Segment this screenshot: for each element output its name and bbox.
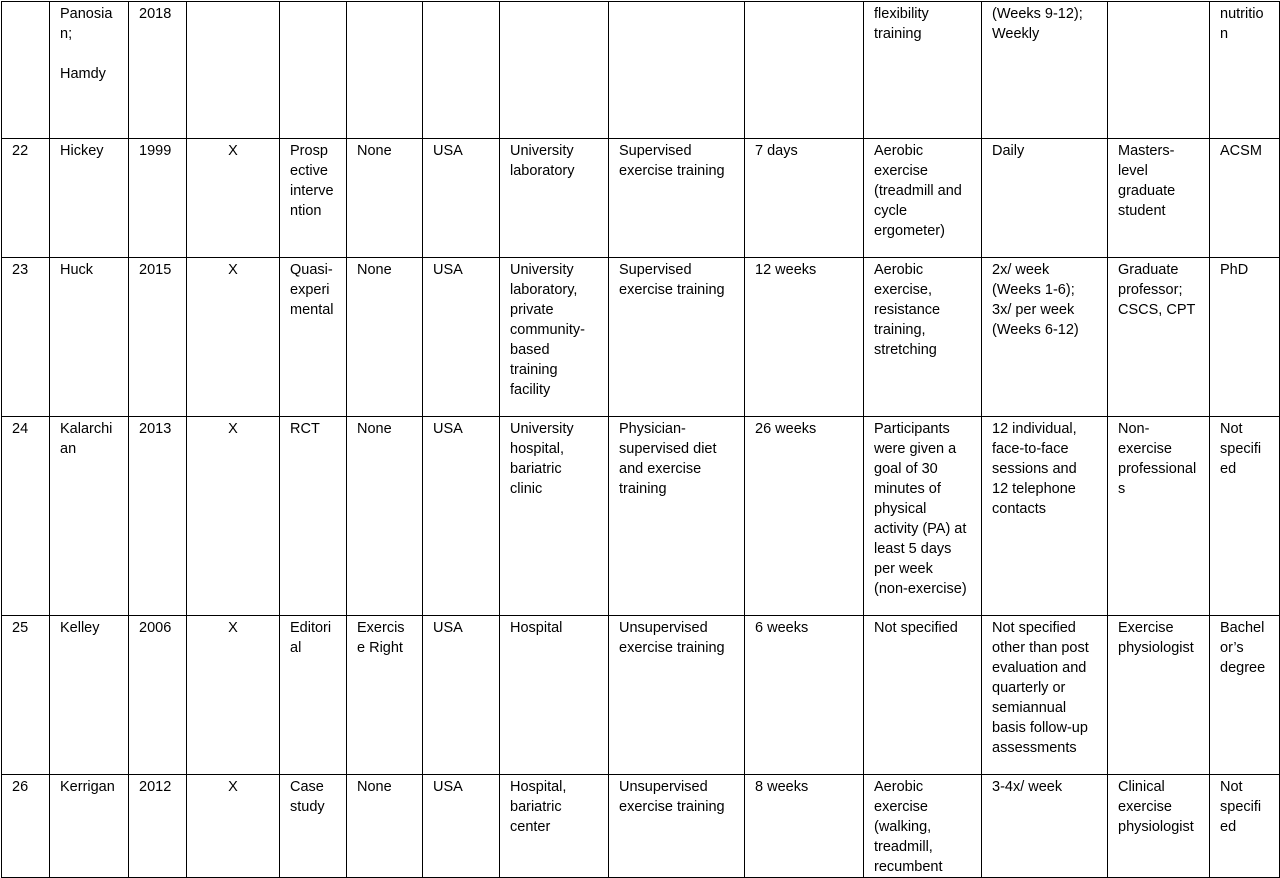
design-cell-line: Editori	[290, 620, 332, 636]
table-row	[2, 417, 1280, 616]
frequency-cell-line: 3-4x/ week	[992, 779, 1063, 795]
exercise-type-cell-line: activity (PA) at	[874, 521, 967, 537]
x-mark-cell-text: X	[228, 421, 238, 437]
exercise-type-cell-line: Aerobic	[874, 143, 924, 159]
year-cell-text: 2015	[139, 262, 172, 278]
x-mark-cell-text: X	[228, 143, 238, 159]
setting-cell-line: University	[510, 421, 574, 437]
professional-cell-line: physiologist	[1118, 640, 1194, 656]
author-cell-line	[60, 44, 123, 64]
qualification-cell	[1210, 2, 1280, 139]
table-row	[2, 616, 1280, 775]
setting-cell-line: laboratory	[510, 163, 575, 179]
year-cell-text: 1999	[139, 143, 172, 159]
exercise-type-cell-line: exercise	[874, 163, 928, 179]
exercise-type-cell-line: (walking,	[874, 819, 932, 835]
frequency-cell-line: 12 telephone	[992, 481, 1076, 497]
country-cell-text: USA	[433, 262, 463, 278]
intervention-cell	[609, 775, 745, 878]
setting-cell	[500, 616, 609, 775]
author-cell-line: Hamdy	[60, 66, 106, 82]
author-cell-line: an	[60, 441, 77, 457]
professional-cell-line: professor;	[1118, 282, 1183, 298]
duration-cell	[745, 258, 864, 417]
exercise-type-cell	[864, 616, 982, 775]
country-cell-text: USA	[433, 143, 463, 159]
country-cell-text: USA	[433, 779, 463, 795]
x-mark-cell-text: X	[228, 262, 238, 278]
ref-cell-text: 24	[12, 421, 29, 437]
professional-cell-line: CSCS, CPT	[1118, 302, 1196, 318]
professional-cell	[1108, 258, 1210, 417]
year-cell	[129, 616, 187, 775]
duration-cell-line: 26 weeks	[755, 421, 817, 437]
frequency-cell-line: face-to-face	[992, 441, 1069, 457]
qualification-cell	[1210, 417, 1280, 616]
ref-cell	[2, 775, 50, 878]
country-cell	[423, 258, 500, 417]
frequency-cell-line: (Weeks 9-12);	[992, 6, 1083, 22]
year-cell-text: 2006	[139, 620, 172, 636]
partner-cell-line: e Right	[357, 640, 403, 656]
intervention-cell-line: exercise training	[619, 163, 725, 179]
design-cell-line: al	[290, 640, 302, 656]
exercise-type-cell-line: goal of 30	[874, 461, 938, 477]
professional-cell-line: Graduate	[1118, 262, 1179, 278]
country-cell	[423, 616, 500, 775]
professional-cell	[1108, 2, 1210, 139]
frequency-cell	[982, 2, 1108, 139]
qualification-cell	[1210, 258, 1280, 417]
table-row	[2, 2, 1280, 139]
intervention-cell-line: training	[619, 481, 667, 497]
exercise-type-cell-line: training	[874, 26, 922, 42]
partner-cell	[347, 139, 423, 258]
ref-cell-text: 23	[12, 262, 29, 278]
setting-cell	[500, 258, 609, 417]
qualification-cell-line: nutritio	[1220, 6, 1264, 22]
frequency-cell-line: semiannual	[992, 700, 1067, 716]
qualification-cell-line: degree	[1220, 660, 1266, 676]
qualification-cell-line: Not	[1220, 779, 1243, 795]
setting-cell-line: training	[510, 362, 558, 378]
exercise-type-cell-line: treadmill,	[874, 839, 933, 855]
author-cell	[50, 258, 129, 417]
setting-cell-line: private	[510, 302, 554, 318]
professional-cell	[1108, 417, 1210, 616]
x-mark-cell	[187, 258, 280, 417]
frequency-cell-line: 3x/ per week	[992, 302, 1075, 318]
country-cell	[423, 2, 500, 139]
duration-cell-line: 8 weeks	[755, 779, 809, 795]
design-cell-line: interve	[290, 183, 334, 199]
ref-cell-text: 25	[12, 620, 29, 636]
intervention-cell	[609, 2, 745, 139]
duration-cell	[745, 139, 864, 258]
year-cell	[129, 2, 187, 139]
professional-cell-line: exercise	[1118, 441, 1172, 457]
partner-cell	[347, 775, 423, 878]
setting-cell-line: center	[510, 819, 551, 835]
professional-cell-line: physiologist	[1118, 819, 1194, 835]
setting-cell-line: Hospital	[510, 620, 563, 636]
design-cell-line: ective	[290, 163, 328, 179]
frequency-cell-line: other than post	[992, 640, 1089, 656]
intervention-cell-line: and exercise	[619, 461, 702, 477]
setting-cell-line: University	[510, 262, 574, 278]
exercise-type-cell-line: (treadmill and	[874, 183, 962, 199]
frequency-cell-line: Daily	[992, 143, 1025, 159]
setting-cell-line: bariatric	[510, 799, 562, 815]
setting-cell	[500, 139, 609, 258]
ref-cell	[2, 2, 50, 139]
duration-cell	[745, 775, 864, 878]
professional-cell	[1108, 616, 1210, 775]
year-cell	[129, 258, 187, 417]
professional-cell-line: Exercise	[1118, 620, 1174, 636]
ref-cell	[2, 258, 50, 417]
partner-cell-line: Exercis	[357, 620, 405, 636]
table-row	[2, 139, 1280, 258]
partner-cell-line: None	[357, 143, 392, 159]
duration-cell	[745, 2, 864, 139]
country-cell	[423, 139, 500, 258]
author-cell-line: Panosia	[60, 6, 113, 22]
professional-cell-line: graduate	[1118, 183, 1176, 199]
design-cell	[280, 139, 347, 258]
author-cell-line: Huck	[60, 262, 94, 278]
frequency-cell	[982, 139, 1108, 258]
x-mark-cell	[187, 417, 280, 616]
exercise-type-cell-line: physical	[874, 501, 927, 517]
design-cell	[280, 258, 347, 417]
intervention-cell-line: Supervised	[619, 143, 692, 159]
exercise-type-cell-line: training,	[874, 322, 926, 338]
professional-cell-line: level	[1118, 163, 1148, 179]
author-cell	[50, 139, 129, 258]
exercise-type-cell-line: resistance	[874, 302, 941, 318]
setting-cell	[500, 775, 609, 878]
country-cell-text: USA	[433, 620, 463, 636]
partner-cell	[347, 258, 423, 417]
setting-cell-line: laboratory,	[510, 282, 578, 298]
ref-cell	[2, 616, 50, 775]
frequency-cell-line: sessions and	[992, 461, 1077, 477]
design-cell	[280, 616, 347, 775]
x-mark-cell	[187, 139, 280, 258]
x-mark-cell-text: X	[228, 620, 238, 636]
exercise-type-cell	[864, 2, 982, 139]
setting-cell-line: Hospital,	[510, 779, 567, 795]
professional-cell-line: student	[1118, 203, 1166, 219]
design-cell	[280, 417, 347, 616]
design-cell-line: study	[290, 799, 325, 815]
duration-cell	[745, 417, 864, 616]
professional-cell-line: exercise	[1118, 799, 1172, 815]
author-cell-line: Kelley	[60, 620, 100, 636]
year-cell	[129, 139, 187, 258]
year-cell	[129, 775, 187, 878]
qualification-cell	[1210, 616, 1280, 775]
qualification-cell-line: Bachel	[1220, 620, 1265, 636]
exercise-type-cell	[864, 417, 982, 616]
qualification-cell-line: Not	[1220, 421, 1243, 437]
qualification-cell-line: ed	[1220, 461, 1237, 477]
author-cell	[50, 417, 129, 616]
exercise-type-cell-line: Participants	[874, 421, 950, 437]
author-cell	[50, 2, 129, 139]
frequency-cell-line: evaluation and	[992, 660, 1087, 676]
professional-cell	[1108, 139, 1210, 258]
qualification-cell-line: specifi	[1220, 441, 1262, 457]
ref-cell-text: 26	[12, 779, 29, 795]
country-cell-text: USA	[433, 421, 463, 437]
design-cell-line: RCT	[290, 421, 320, 437]
frequency-cell-line: contacts	[992, 501, 1046, 517]
design-cell	[280, 2, 347, 139]
ref-cell-text: 22	[12, 143, 29, 159]
intervention-cell-line: exercise training	[619, 799, 725, 815]
frequency-cell-line: assessments	[992, 740, 1077, 756]
partner-cell	[347, 616, 423, 775]
setting-cell-line: based	[510, 342, 550, 358]
exercise-type-cell-line: (non-exercise)	[874, 581, 967, 597]
setting-cell-line: facility	[510, 382, 551, 398]
exercise-type-cell-line: were given a	[874, 441, 957, 457]
intervention-cell	[609, 417, 745, 616]
frequency-cell-line: (Weeks 1-6);	[992, 282, 1075, 298]
exercise-type-cell-line: cycle	[874, 203, 908, 219]
professional-cell-line: Clinical	[1118, 779, 1165, 795]
frequency-cell-line: Not specified	[992, 620, 1076, 636]
setting-cell-line: clinic	[510, 481, 543, 497]
frequency-cell-line: 2x/ week	[992, 262, 1050, 278]
professional-cell-line: s	[1118, 481, 1126, 497]
year-cell-text: 2012	[139, 779, 172, 795]
studies-table	[1, 1, 1280, 878]
partner-cell-line: None	[357, 779, 392, 795]
ref-cell	[2, 417, 50, 616]
duration-cell	[745, 616, 864, 775]
professional-cell-line: Masters-	[1118, 143, 1175, 159]
exercise-type-cell-line: Aerobic	[874, 779, 924, 795]
table-row	[2, 258, 1280, 417]
intervention-cell-line: exercise training	[619, 282, 725, 298]
qualification-cell	[1210, 139, 1280, 258]
country-cell	[423, 417, 500, 616]
design-cell-line: ntion	[290, 203, 322, 219]
exercise-type-cell-line: ergometer)	[874, 223, 945, 239]
setting-cell-line: University	[510, 143, 574, 159]
qualification-cell-line: specifi	[1220, 799, 1262, 815]
partner-cell	[347, 2, 423, 139]
exercise-type-cell-line: exercise,	[874, 282, 933, 298]
qualification-cell-line: n	[1220, 26, 1229, 42]
intervention-cell-line: Supervised	[619, 262, 692, 278]
partner-cell	[347, 417, 423, 616]
x-mark-cell	[187, 775, 280, 878]
qualification-cell-line: ed	[1220, 819, 1237, 835]
professional-cell	[1108, 775, 1210, 878]
table-row	[2, 775, 1280, 878]
qualification-cell-line: PhD	[1220, 262, 1249, 278]
design-cell-line: Prosp	[290, 143, 328, 159]
setting-cell-line: bariatric	[510, 461, 562, 477]
author-cell	[50, 616, 129, 775]
frequency-cell	[982, 775, 1108, 878]
duration-cell-line: 7 days	[755, 143, 798, 159]
setting-cell-line: community-	[510, 322, 585, 338]
design-cell-line: experi	[290, 282, 330, 298]
table-body	[2, 2, 1280, 878]
author-cell-line: Hickey	[60, 143, 104, 159]
exercise-type-cell-line: recumbent	[874, 859, 943, 875]
year-cell-text: 2018	[139, 6, 172, 22]
duration-cell-line: 12 weeks	[755, 262, 817, 278]
professional-cell-line: Non-	[1118, 421, 1150, 437]
country-cell	[423, 775, 500, 878]
qualification-cell-line: ACSM	[1220, 143, 1262, 159]
frequency-cell-line: Weekly	[992, 26, 1040, 42]
frequency-cell-line: quarterly or	[992, 680, 1066, 696]
partner-cell-line: None	[357, 262, 392, 278]
exercise-type-cell	[864, 775, 982, 878]
frequency-cell	[982, 417, 1108, 616]
year-cell-text: 2013	[139, 421, 172, 437]
year-cell	[129, 417, 187, 616]
exercise-type-cell-line: flexibility	[874, 6, 929, 22]
frequency-cell-line: (Weeks 6-12)	[992, 322, 1079, 338]
setting-cell	[500, 2, 609, 139]
frequency-cell-line: basis follow-up	[992, 720, 1088, 736]
intervention-cell	[609, 616, 745, 775]
design-cell	[280, 775, 347, 878]
ref-cell	[2, 139, 50, 258]
setting-cell	[500, 417, 609, 616]
intervention-cell-line: Unsupervised	[619, 620, 708, 636]
intervention-cell	[609, 139, 745, 258]
exercise-type-cell-line: stretching	[874, 342, 937, 358]
x-mark-cell-text: X	[228, 779, 238, 795]
exercise-type-cell-line: Not specified	[874, 620, 958, 636]
duration-cell-line: 6 weeks	[755, 620, 809, 636]
author-cell-line: Kerrigan	[60, 779, 115, 795]
qualification-cell-line: or’s	[1220, 640, 1244, 656]
intervention-cell-line: exercise training	[619, 640, 725, 656]
design-cell-line: Quasi-	[290, 262, 333, 278]
frequency-cell	[982, 258, 1108, 417]
exercise-type-cell-line: exercise	[874, 799, 928, 815]
exercise-type-cell-line: least 5 days	[874, 541, 952, 557]
x-mark-cell	[187, 2, 280, 139]
author-cell-line: Kalarchi	[60, 421, 113, 437]
design-cell-line: Case	[290, 779, 324, 795]
design-cell-line: mental	[290, 302, 334, 318]
qualification-cell	[1210, 775, 1280, 878]
setting-cell-line: hospital,	[510, 441, 565, 457]
partner-cell-line: None	[357, 421, 392, 437]
intervention-cell-line: Unsupervised	[619, 779, 708, 795]
frequency-cell-line: 12 individual,	[992, 421, 1077, 437]
exercise-type-cell-line: Aerobic	[874, 262, 924, 278]
author-cell-line: n;	[60, 26, 73, 42]
intervention-cell-line: Physician-	[619, 421, 686, 437]
author-cell	[50, 775, 129, 878]
frequency-cell	[982, 616, 1108, 775]
professional-cell-line: professional	[1118, 461, 1197, 477]
exercise-type-cell-line: per week	[874, 561, 933, 577]
exercise-type-cell-line: minutes of	[874, 481, 941, 497]
exercise-type-cell	[864, 139, 982, 258]
exercise-type-cell	[864, 258, 982, 417]
intervention-cell	[609, 258, 745, 417]
x-mark-cell	[187, 616, 280, 775]
intervention-cell-line: supervised diet	[619, 441, 717, 457]
